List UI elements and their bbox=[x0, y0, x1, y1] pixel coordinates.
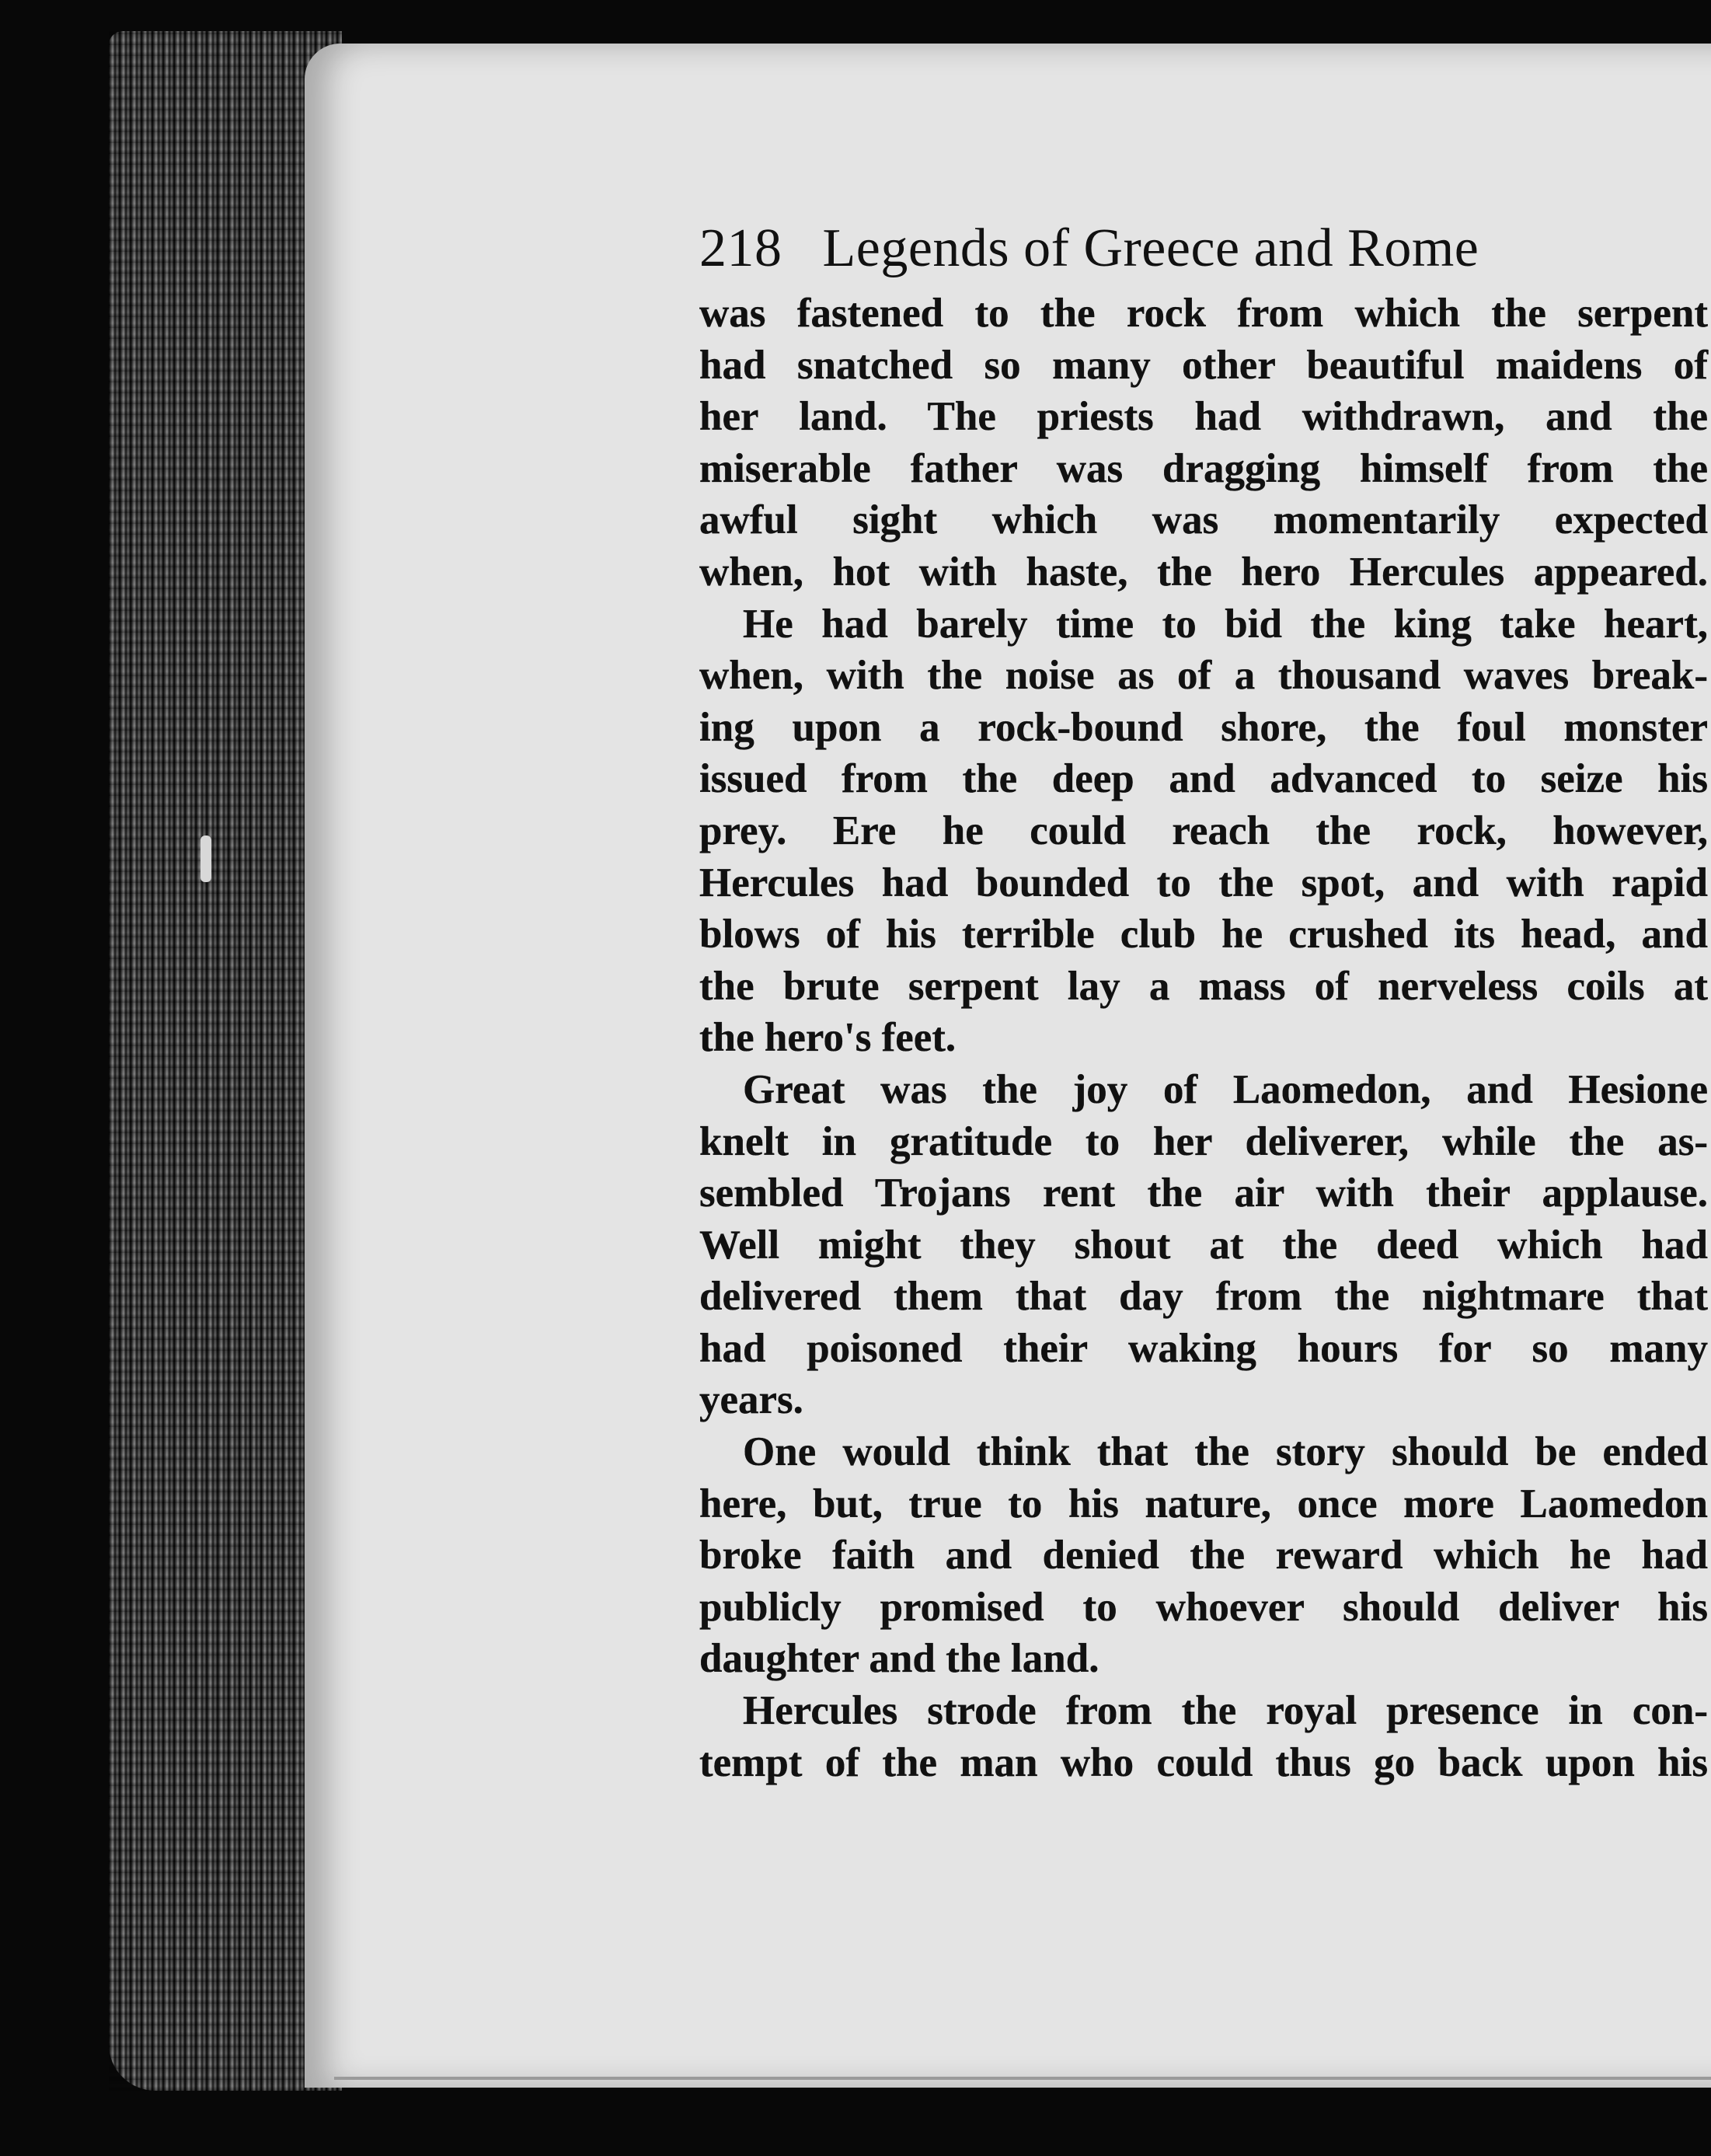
text-line: when, hot with haste, the hero Hercules appeared. bbox=[699, 549, 1708, 595]
text-line: Hercules strode from the royal presence in con- bbox=[743, 1688, 1708, 1734]
book-title: Legends of Greece and Rome bbox=[822, 218, 1479, 278]
text-line: One would think that the story should be ended bbox=[743, 1429, 1708, 1475]
text-line: Well might they shout at the deed which had bbox=[699, 1222, 1708, 1268]
text-line: daughter and the land. bbox=[699, 1636, 1099, 1682]
text-line: Hercules had bounded to the spot, and with rapid bbox=[699, 860, 1708, 905]
text-line: broke faith and denied the reward which he had bbox=[699, 1533, 1708, 1579]
page-bottom-edge bbox=[334, 2077, 1711, 2080]
text-line: was fastened to the rock from which the serpent bbox=[699, 291, 1708, 336]
edge-mark bbox=[200, 836, 211, 882]
text-line: He had barely time to bid the king take heart, bbox=[743, 601, 1708, 647]
text-line: delivered them that day from the nightmare that bbox=[699, 1274, 1708, 1320]
text-line: knelt in gratitude to her deliverer, while the as- bbox=[699, 1118, 1708, 1164]
text-line: miserable father was dragging himself from the bbox=[699, 445, 1708, 491]
text-line: blows of his terrible club he crushed its head, and bbox=[699, 912, 1708, 958]
text-line: years. bbox=[699, 1377, 803, 1423]
text-line: tempt of the man who could thus go back upon his bbox=[699, 1739, 1708, 1785]
text-line: ing upon a rock-bound shore, the foul monster bbox=[699, 704, 1708, 750]
text-line: prey. Ere he could reach the rock, however, bbox=[699, 808, 1708, 853]
text-line: sembled Trojans rent the air with their applause. bbox=[699, 1170, 1708, 1216]
text-line: Great was the joy of Laomedon, and Hesione bbox=[743, 1066, 1708, 1112]
running-head bbox=[699, 210, 1708, 288]
text-line: when, with the noise as of a thousand waves break- bbox=[699, 653, 1708, 699]
text-line: her land. The priests had withdrawn, and the bbox=[699, 394, 1708, 440]
text-line: the brute serpent lay a mass of nerveless coils at bbox=[699, 963, 1708, 1009]
text-line: publicly promised to whoever should deliver his bbox=[699, 1584, 1708, 1630]
body-text bbox=[699, 288, 1708, 1788]
page-text-block bbox=[699, 210, 1708, 1788]
page-number: 218 bbox=[699, 218, 782, 278]
text-line: had snatched so many other beautiful maidens of bbox=[699, 342, 1708, 388]
text-line: awful sight which was momentarily expected bbox=[699, 497, 1708, 543]
text-line: the hero's feet. bbox=[699, 1015, 957, 1061]
text-line: issued from the deep and advanced to seize his bbox=[699, 756, 1708, 802]
text-line: here, but, true to his nature, once more Laomedon bbox=[699, 1481, 1708, 1526]
text-line: had poisoned their waking hours for so many bbox=[699, 1325, 1708, 1371]
